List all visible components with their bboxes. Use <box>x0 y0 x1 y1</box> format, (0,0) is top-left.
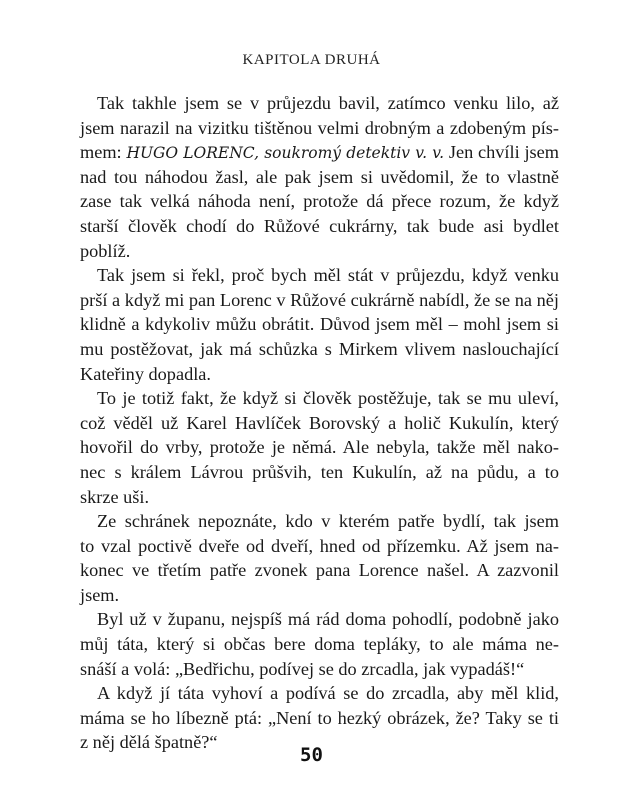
text-segment: mu postěžovat, jak má schůzka s Mirkem vlivem naslouchající <box>80 338 559 359</box>
text-segment: můj táta, který si občas bere doma tepláky, to ale máma ne- <box>80 634 559 655</box>
text-line <box>80 263 559 288</box>
text-segment: A když jí táta vyhoví a podívá se do zrcadla, aby měl klid, <box>97 683 559 704</box>
paragraph <box>80 386 559 509</box>
text-line <box>80 509 559 534</box>
italic-text: HUGO LORENC, soukromý detektiv v. v. <box>126 144 445 163</box>
text-segment: To je totiž fakt, že když si člověk postěžuje, tak se mu uleví, <box>97 388 559 409</box>
text-segment: nad tou náhodou žasl, ale pak jsem si uvědomil, že to vlastně <box>80 166 559 187</box>
text-segment: Byl už v županu, nejspíš má rád doma pohodlí, podobně jako <box>97 609 559 630</box>
text-line <box>80 140 559 165</box>
text-segment: Kateřiny dopadla. <box>80 363 211 384</box>
paragraph <box>80 91 559 263</box>
text-segment: to vzal poctivě dveře od dveří, hned od přízemku. Až jsem na- <box>80 535 559 556</box>
text-segment: Tak jsem si řekl, proč bych měl stát v průjezdu, když venku <box>97 265 559 286</box>
text-segment: máma se ho líbezně ptá: „Není to hezký obrázek, že? Taky se ti <box>80 707 559 728</box>
text-segment: prší a když mi pan Lorenc v Růžové cukrárně nabídl, že se na něj <box>80 289 559 310</box>
text-segment: mem: <box>80 142 127 163</box>
text-segment: zase tak velká náhoda není, protože dá přece rozum, že když <box>80 191 559 212</box>
text-line <box>80 657 559 682</box>
text-line <box>80 288 559 313</box>
text-line <box>80 165 559 190</box>
paragraph <box>80 607 559 681</box>
text-segment: starší člověk chodí do Růžové cukrárny, tak bude asi bydlet <box>80 215 559 236</box>
text-segment: jsem. <box>80 584 120 605</box>
text-segment: snáší a volá: „Bedřichu, podívej se do zrcadla, jak vypadáš!“ <box>80 658 525 679</box>
text-line <box>80 485 559 510</box>
text-segment: z něj dělá špatně?“ <box>80 732 218 753</box>
text-segment: konec ve třetím patře zvonek pana Lorence našel. A zazvonil <box>80 560 559 581</box>
text-segment: jsem narazil na vizitku tištěnou velmi drobným a zdobeným pís- <box>80 117 559 138</box>
text-segment: nec s králem Lávrou průšvih, ten Kukulín, až na půdu, a to <box>80 461 559 482</box>
text-segment: což věděl už Karel Havlíček Borovský a holič Kukulín, který <box>80 412 559 433</box>
text-segment: skrze uši. <box>80 486 150 507</box>
text-line <box>80 460 559 485</box>
text-line <box>80 534 559 559</box>
text-line <box>80 386 559 411</box>
text-line <box>80 411 559 436</box>
text-segment: Tak takhle jsem se v průjezdu bavil, zatímco venku lilo, až <box>97 93 559 113</box>
paragraph <box>80 509 559 607</box>
text-line <box>80 116 559 141</box>
text-line <box>80 435 559 460</box>
text-line <box>80 706 559 731</box>
text-segment: hovořil do vrby, protože je němá. Ale nebyla, takže měl nako- <box>80 437 559 458</box>
text-line <box>80 337 559 362</box>
text-line <box>80 189 559 214</box>
text-segment: klidně a kdykoliv můžu obrátit. Důvod jsem měl – mohl jsem si <box>80 314 559 335</box>
text-line <box>80 607 559 632</box>
body-text <box>80 91 559 755</box>
text-line <box>80 239 559 264</box>
text-segment: Ze schránek nepoznáte, kdo v kterém patře bydlí, tak jsem <box>97 511 559 532</box>
text-line <box>80 91 559 116</box>
paragraph <box>80 263 559 386</box>
text-line <box>80 312 559 337</box>
text-segment: poblíž. <box>80 240 131 261</box>
text-line <box>80 632 559 657</box>
text-line <box>80 362 559 387</box>
text-line <box>80 558 559 583</box>
page-number: 50 <box>300 744 323 766</box>
text-segment: Jen chvíli jsem <box>444 142 559 163</box>
chapter-heading: KAPITOLA DRUHÁ <box>242 52 381 68</box>
text-line <box>80 214 559 239</box>
text-line <box>80 583 559 608</box>
text-line <box>80 681 559 706</box>
